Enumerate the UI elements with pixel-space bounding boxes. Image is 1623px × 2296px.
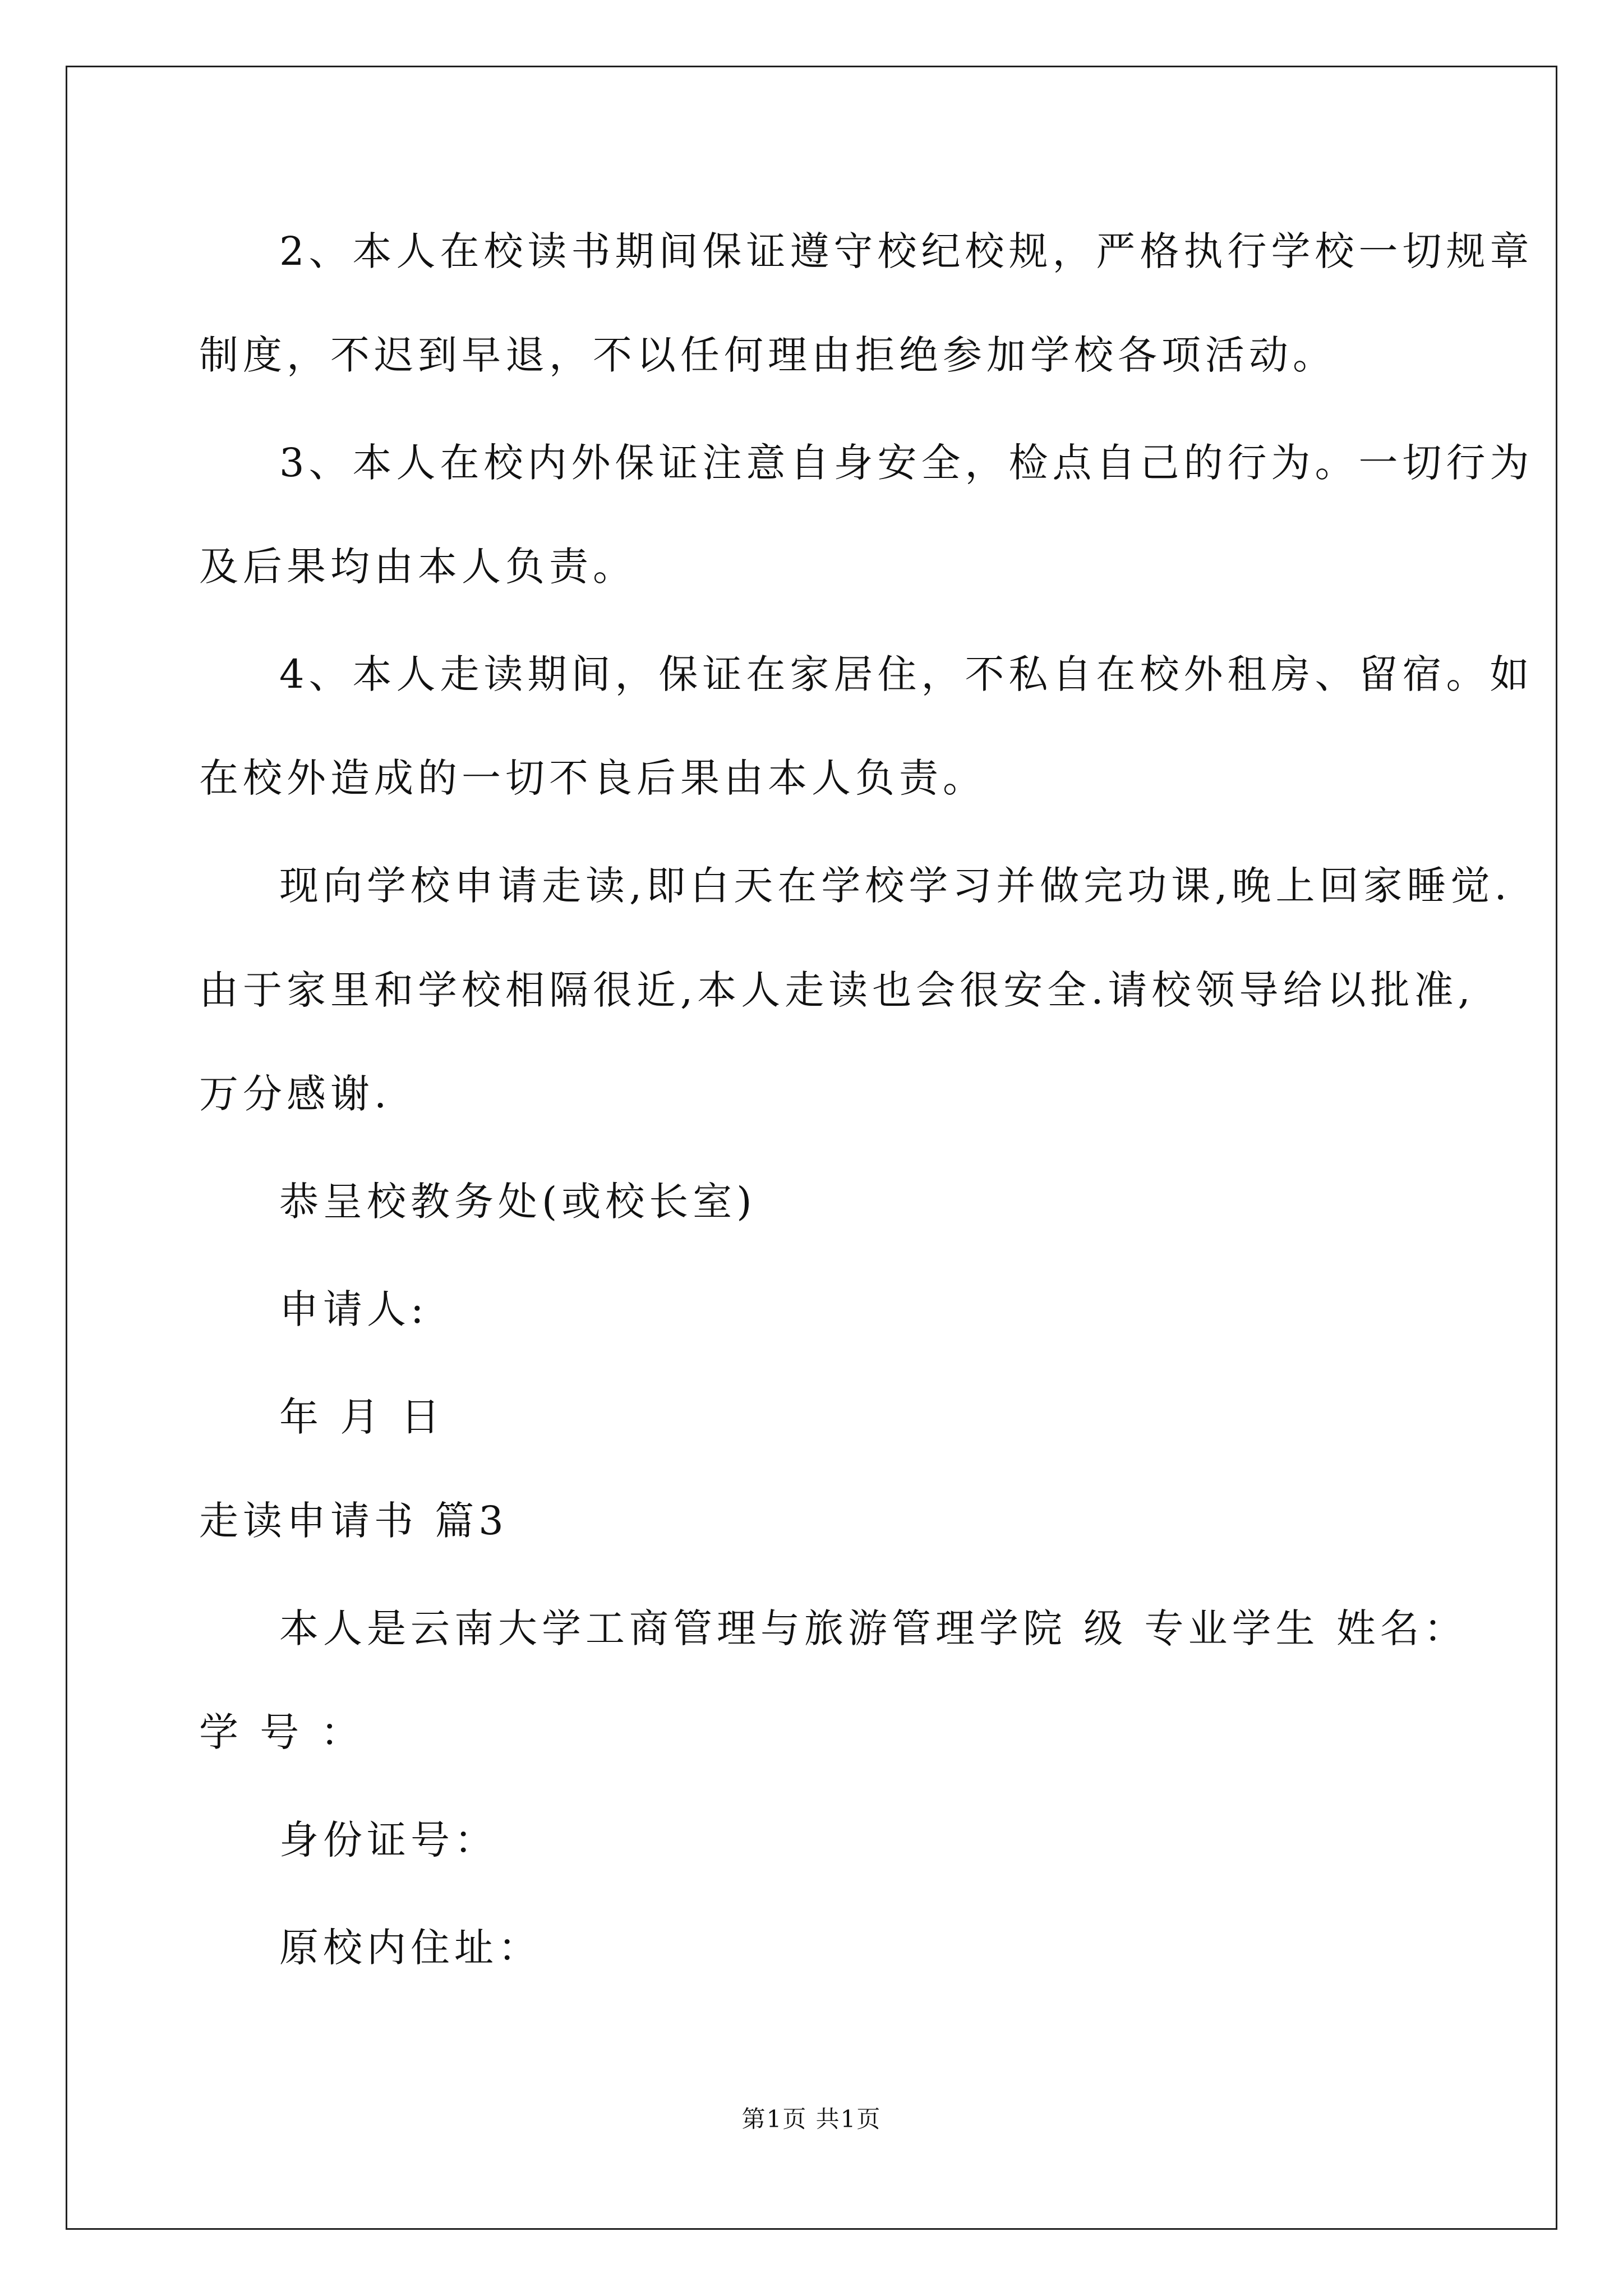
paragraph-line: 3、本人在校内外保证注意自身安全，检点自己的行为。一切行为: [279, 440, 1534, 486]
id-number-line: 身份证号：: [279, 1817, 498, 1863]
paragraph-line: 万分感谢.: [199, 1071, 391, 1117]
paragraph-line: 2、本人在校读书期间保证遵守校纪校规，严格执行学校一切规章: [279, 228, 1534, 274]
paragraph-line: 制度，不迟到早退，不以任何理由拒绝参加学校各项活动。: [199, 332, 1336, 378]
section-heading: 走读申请书 篇3: [199, 1498, 508, 1544]
paragraph-line: 及后果均由本人负责。: [199, 544, 637, 590]
page-border: [66, 66, 1557, 2230]
paragraph-line: 本人是云南大学工商管理与旅游管理学院 级 专业学生 姓名：: [279, 1605, 1468, 1651]
page-footer: 第1页 共1页: [741, 2105, 882, 2133]
addressee-line: 恭呈校教务处(或校长室): [279, 1179, 757, 1225]
paragraph-line: 4、本人走读期间，保证在家居住，不私自在校外租房、留宿。如: [279, 651, 1534, 697]
paragraph-line: 现向学校申请走读,即白天在学校学习并做完功课,晚上回家睡觉.: [279, 863, 1511, 909]
paragraph-line: 在校外造成的一切不良后果由本人负责。: [199, 755, 986, 801]
date-line: 年 月 日: [279, 1394, 445, 1440]
applicant-line: 申请人:: [279, 1286, 428, 1332]
student-id-line: 学 号 ：: [199, 1709, 365, 1755]
address-line: 原校内住址：: [279, 1925, 542, 1971]
paragraph-line: 由于家里和学校相隔很近,本人走读也会很安全.请校领导给以批准,: [199, 967, 1475, 1013]
